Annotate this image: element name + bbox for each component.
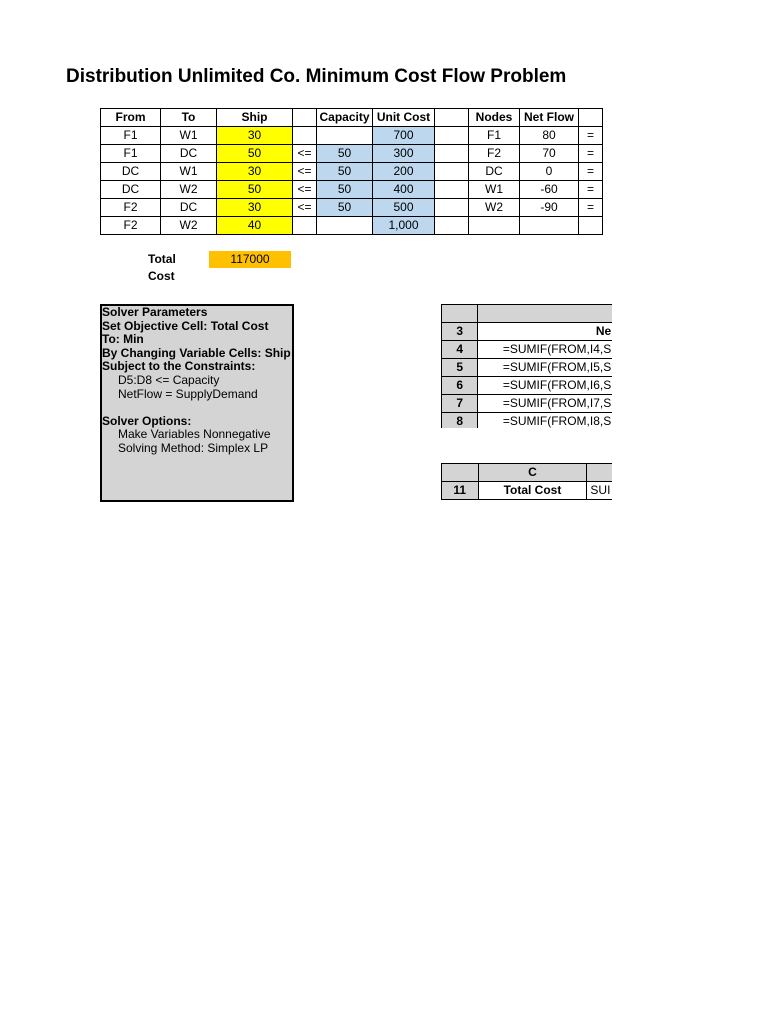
cell-from[interactable]: F1 [101,127,161,145]
cell-ship[interactable]: 50 [217,181,293,199]
corner-cell [442,305,478,323]
table-row [101,199,603,217]
cell-op[interactable]: <= [293,145,317,163]
header-blank [435,109,469,127]
header-net-flow: Net Flow [520,109,579,127]
cell-eq[interactable] [579,217,603,235]
cell-from[interactable]: F2 [101,217,161,235]
column-letter: C [478,464,587,482]
row-number: 7 [442,395,478,413]
cell-capacity[interactable]: 50 [317,181,373,199]
cell-ship[interactable]: 30 [217,199,293,217]
cell-ship[interactable]: 50 [217,145,293,163]
header-blank [579,109,603,127]
cell-capacity[interactable] [317,127,373,145]
table-row [101,217,603,235]
cell-unit-cost[interactable]: 1,000 [373,217,435,235]
cell-blank[interactable] [435,199,469,217]
cell-eq[interactable]: = [579,181,603,199]
cell-from[interactable]: F1 [101,145,161,163]
total-cost-formula[interactable]: SUI [587,482,768,500]
formula-cell[interactable]: =SUMIF(FROM,I7,S [478,395,611,413]
cell-unit-cost[interactable]: 300 [373,145,435,163]
row-number: 8 [442,413,478,429]
formula-cell[interactable]: =SUMIF(FROM,I5,S [478,359,611,377]
page-right-margin [612,0,768,1024]
table-row [101,181,603,199]
row-number: 11 [442,482,479,500]
header-capacity: Capacity [317,109,373,127]
cell-to[interactable]: W1 [161,127,217,145]
row-number: 5 [442,359,478,377]
header-nodes: Nodes [469,109,520,127]
total-cost-label: Total Cost [148,252,176,283]
row-number: 6 [442,377,478,395]
total-cost-value[interactable]: 117000 [209,251,291,268]
solver-line: NetFlow = SupplyDemand [118,386,258,401]
table-row [101,145,603,163]
cell-net-flow[interactable]: -90 [520,199,579,217]
cell-to[interactable]: W2 [161,181,217,199]
cell-eq[interactable]: = [579,199,603,217]
row-number: 3 [442,323,478,341]
table-header-row [101,109,603,127]
cell-capacity[interactable] [317,217,373,235]
cell-unit-cost[interactable]: 500 [373,199,435,217]
cell-node[interactable]: F1 [469,127,520,145]
solver-line: Set Objective Cell: Total Cost [102,318,269,333]
cell-net-flow[interactable]: 0 [520,163,579,181]
header-to: To [161,109,217,127]
cell-unit-cost[interactable]: 700 [373,127,435,145]
cell-blank[interactable] [435,163,469,181]
cell-op[interactable]: <= [293,181,317,199]
header-unit-cost: Unit Cost [373,109,435,127]
solver-line: Subject to the Constraints: [102,359,256,374]
solver-line: Solver Options: [102,413,192,428]
header-blank [293,109,317,127]
cell-node[interactable]: W1 [469,181,520,199]
solver-line: D5:D8 <= Capacity [118,372,220,387]
cell-ship[interactable]: 30 [217,127,293,145]
cell-net-flow[interactable] [520,217,579,235]
cell-op[interactable]: <= [293,199,317,217]
header-ship: Ship [217,109,293,127]
column-header [478,305,611,323]
row-number: 4 [442,341,478,359]
total-cost-cell-label[interactable]: Total Cost [478,482,587,500]
solver-line: Solving Method: Simplex LP [118,440,269,455]
formula-cell[interactable]: =SUMIF(FROM,I4,S [478,341,611,359]
cell-op[interactable] [293,127,317,145]
cell-node[interactable] [469,217,520,235]
header-from: From [101,109,161,127]
cell-blank[interactable] [435,181,469,199]
cell-op[interactable]: <= [293,163,317,181]
cell-unit-cost[interactable]: 400 [373,181,435,199]
cell-eq[interactable]: = [579,163,603,181]
solver-line: Solver Parameters [102,305,208,319]
solver-line: Make Variables Nonnegative [118,427,271,442]
cell-net-flow[interactable]: 70 [520,145,579,163]
cell-capacity[interactable]: 50 [317,163,373,181]
cell-op[interactable] [293,217,317,235]
cell-blank[interactable] [435,217,469,235]
cell-net-flow[interactable]: 80 [520,127,579,145]
cell-blank[interactable] [435,145,469,163]
cell-from[interactable]: F2 [101,199,161,217]
table-row [101,127,603,145]
formula-cell[interactable]: =SUMIF(FROM,I8,S [478,413,611,429]
cell-to[interactable]: W1 [161,163,217,181]
formula-cell[interactable]: =SUMIF(FROM,I6,S [478,377,611,395]
cell-capacity[interactable]: 50 [317,145,373,163]
cell-capacity[interactable]: 50 [317,199,373,217]
cell-ship[interactable]: 40 [217,217,293,235]
formula-header-text: Ne [478,323,611,341]
solver-line: To: Min [102,332,144,347]
cell-from[interactable]: DC [101,163,161,181]
solver-line: By Changing Variable Cells: Ship [102,345,291,360]
cell-net-flow[interactable]: -60 [520,181,579,199]
cell-to[interactable]: W2 [161,217,217,235]
table-row [101,163,603,181]
page-title: Distribution Unlimited Co. Minimum Cost Flow Problem [66,66,567,87]
cell-ship[interactable]: 30 [217,163,293,181]
shipment-table [100,108,603,235]
cell-blank[interactable] [435,127,469,145]
cell-unit-cost[interactable]: 200 [373,163,435,181]
solver-spacer [102,401,292,415]
cell-to[interactable]: DC [161,199,217,217]
cell-node[interactable]: W2 [469,199,520,217]
cell-node[interactable]: F2 [469,145,520,163]
cell-eq[interactable]: = [579,127,603,145]
cell-to[interactable]: DC [161,145,217,163]
cell-from[interactable]: DC [101,181,161,199]
solver-parameters-box [100,304,294,502]
cell-eq[interactable]: = [579,145,603,163]
corner-cell [442,464,479,482]
cell-node[interactable]: DC [469,163,520,181]
